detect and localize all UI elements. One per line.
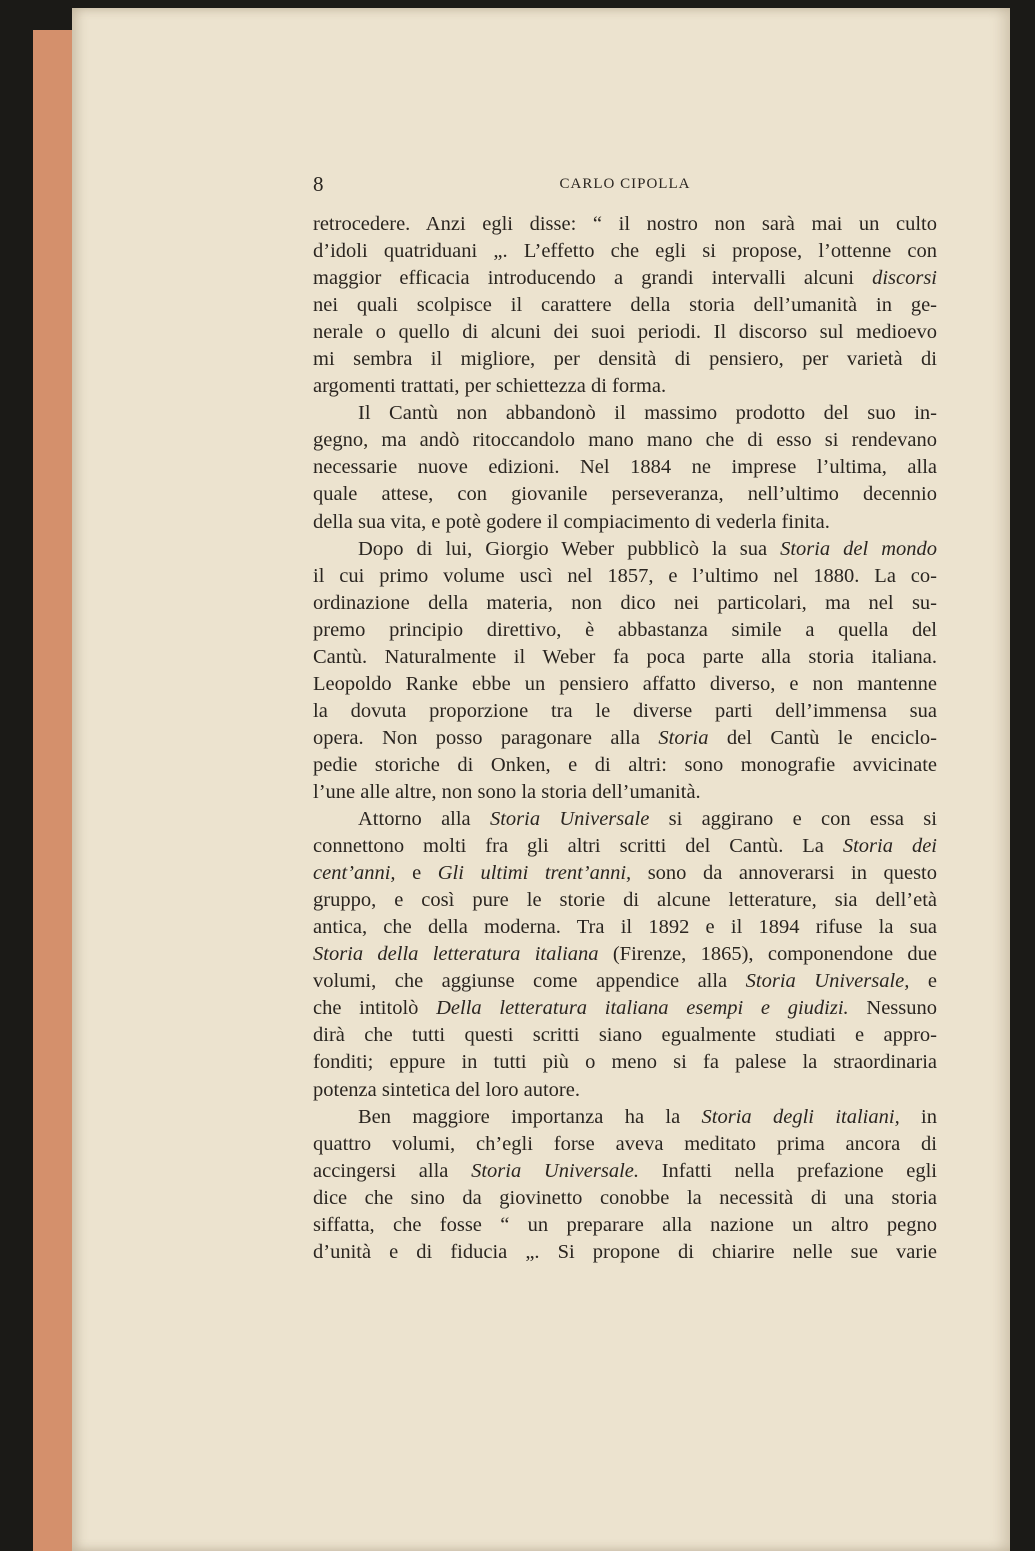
text-line <box>313 1104 937 1131</box>
italic-title: Storia <box>658 726 709 749</box>
text-segment: antica, che della moderna. Tra il 1892 e il 1894 rifuse la sua <box>313 916 937 939</box>
text-segment: d’unità e di fiducia „. Si propone di chiarire nelle sue varie <box>313 1240 937 1263</box>
text-line <box>313 725 937 752</box>
text-segment: d’idoli quatriduani „. L’effetto che egli si propose, l’ottenne con <box>313 240 937 263</box>
italic-title: Della letteratura italiana esempi e giudizi. <box>436 997 849 1020</box>
text-segment: che intitolò <box>313 997 437 1020</box>
text-segment: fonditi; eppure in tutti più o meno si fa palese la straordinaria <box>313 1051 937 1074</box>
page-number: 8 <box>313 172 324 196</box>
text-segment: dirà che tutti questi scritti siano egualmente studiati e appro- <box>313 1024 937 1047</box>
text-line <box>313 644 937 671</box>
text-segment: siffatta, che fosse “ un preparare alla nazione un altro pegno <box>313 1213 937 1236</box>
text-segment: premo principio direttivo, è abbastanza simile a quella del <box>313 618 937 641</box>
text-line <box>313 995 937 1022</box>
text-line <box>313 914 937 941</box>
italic-title: discorsi <box>872 267 937 290</box>
italic-title: Storia Universale, <box>745 970 910 993</box>
text-segment: in <box>899 1105 937 1128</box>
text-segment: Leopoldo Ranke ebbe un pensiero affatto diverso, e non mantenne <box>313 672 937 695</box>
text-line <box>313 481 937 508</box>
italic-title: cent’anni, <box>313 862 396 885</box>
text-line <box>313 833 937 860</box>
text-line <box>313 265 937 292</box>
text-segment: argomenti trattati, per schiettezza di forma. <box>313 375 667 398</box>
text-line <box>313 806 937 833</box>
italic-title: Storia Universale <box>489 808 650 831</box>
italic-title: Storia della letteratura italiana <box>313 943 599 966</box>
text-line <box>313 968 937 995</box>
text-segment: Infatti nella prefazione egli <box>639 1159 937 1182</box>
text-line <box>313 1158 937 1185</box>
text-segment: (Firenze, 1865), componendone due <box>598 943 938 966</box>
text-line <box>313 1239 937 1266</box>
text-line <box>313 671 937 698</box>
text-line <box>313 319 937 346</box>
text-segment: il cui primo volume uscì nel 1857, e l’ultimo nel 1880. La co- <box>313 564 937 587</box>
text-segment: opera. Non posso paragonare alla <box>313 726 659 749</box>
text-line <box>313 941 937 968</box>
italic-title: Storia degli italiani, <box>701 1105 900 1128</box>
text-segment: nei quali scolpisce il carattere della storia dell’umanità in ge- <box>313 294 937 317</box>
text-segment: Nessuno <box>848 997 937 1020</box>
text-line <box>313 779 937 806</box>
text-segment: gruppo, e così pure le storie di alcune letterature, sia dell’età <box>313 889 937 912</box>
text-line <box>313 238 937 265</box>
text-segment: Cantù. Naturalmente il Weber fa poca parte alla storia italiana. <box>313 645 937 668</box>
text-segment: accingersi alla <box>313 1159 472 1182</box>
text-line <box>313 400 937 427</box>
text-line <box>313 563 937 590</box>
text-segment: Il Cantù non abbandonò il massimo prodotto del suo in- <box>358 402 937 425</box>
text-segment: nerale o quello di alcuni dei suoi periodi. Il discorso sul medioevo <box>313 321 937 344</box>
text-line <box>313 346 937 373</box>
text-segment: Attorno alla <box>358 808 490 831</box>
running-title: CARLO CIPOLLA <box>559 176 691 192</box>
text-segment: della sua vita, e potè godere il compiacimento di vederla finita. <box>313 510 830 533</box>
text-segment: l’une alle altre, non sono la storia dell’umanità. <box>313 780 701 803</box>
text-segment: Dopo di lui, Giorgio Weber pubblicò la sua <box>358 537 781 560</box>
text-line <box>313 1049 937 1076</box>
text-line <box>313 752 937 779</box>
text-segment: potenza sintetica del loro autore. <box>313 1078 580 1101</box>
text-segment: mi sembra il migliore, per densità di pensiero, per varietà di <box>313 348 937 371</box>
text-segment: volumi, che aggiunse come appendice alla <box>313 970 746 993</box>
text-line <box>313 454 937 481</box>
text-line <box>313 617 937 644</box>
text-line <box>313 590 937 617</box>
italic-title: Storia Universale. <box>471 1159 639 1182</box>
text-segment: necessarie nuove edizioni. Nel 1884 ne imprese l’ultima, alla <box>313 456 937 479</box>
text-line <box>313 292 937 319</box>
text-segment: retrocedere. Anzi egli disse: “ il nostro non sarà mai un culto <box>313 213 937 235</box>
text-segment: del Cantù le enciclo- <box>708 726 937 749</box>
text-line <box>313 860 937 887</box>
text-line <box>313 373 937 400</box>
italic-title: Gli ultimi trent’anni, <box>437 862 632 885</box>
text-segment: maggior efficacia introducendo a grandi intervalli alcuni <box>313 267 873 290</box>
text-line <box>313 1131 937 1158</box>
text-segment: e <box>909 970 937 993</box>
italic-title: Storia dei <box>842 835 937 858</box>
text-segment: sono da annoverarsi in questo <box>631 862 937 885</box>
text-segment: ordinazione della materia, non dico nei particolari, ma nel su- <box>313 591 937 614</box>
text-segment: la dovuta proporzione tra le diverse parti dell’immensa sua <box>313 699 937 722</box>
text-segment: quattro volumi, ch’egli forse aveva meditato prima ancora di <box>313 1132 937 1155</box>
body-text <box>313 211 937 1266</box>
text-segment: connettono molti fra gli altri scritti del Cantù. La <box>313 835 843 858</box>
text-segment: gegno, ma andò ritoccandolo mano mano che di esso si rendevano <box>313 429 937 452</box>
text-segment: dice che sino da giovinetto conobbe la necessità di una storia <box>313 1186 937 1209</box>
text-segment: pedie storiche di Onken, e di altri: sono monografie avvicinate <box>313 753 937 776</box>
text-line <box>313 1212 937 1239</box>
text-line <box>313 509 937 536</box>
text-line <box>313 536 937 563</box>
text-line <box>313 698 937 725</box>
text-line <box>313 1077 937 1104</box>
text-segment: quale attese, con giovanile perseveranza, nell’ultimo decennio <box>313 483 937 506</box>
page-header <box>313 172 937 198</box>
text-line <box>313 427 937 454</box>
text-segment: si aggirano e con essa si <box>649 808 937 831</box>
text-line <box>313 1185 937 1212</box>
italic-title: Storia del mondo <box>780 537 938 560</box>
text-line <box>313 1022 937 1049</box>
text-segment: Ben maggiore importanza ha la <box>358 1105 702 1128</box>
text-segment: e <box>395 862 438 885</box>
text-line <box>313 887 937 914</box>
text-line <box>313 211 937 238</box>
